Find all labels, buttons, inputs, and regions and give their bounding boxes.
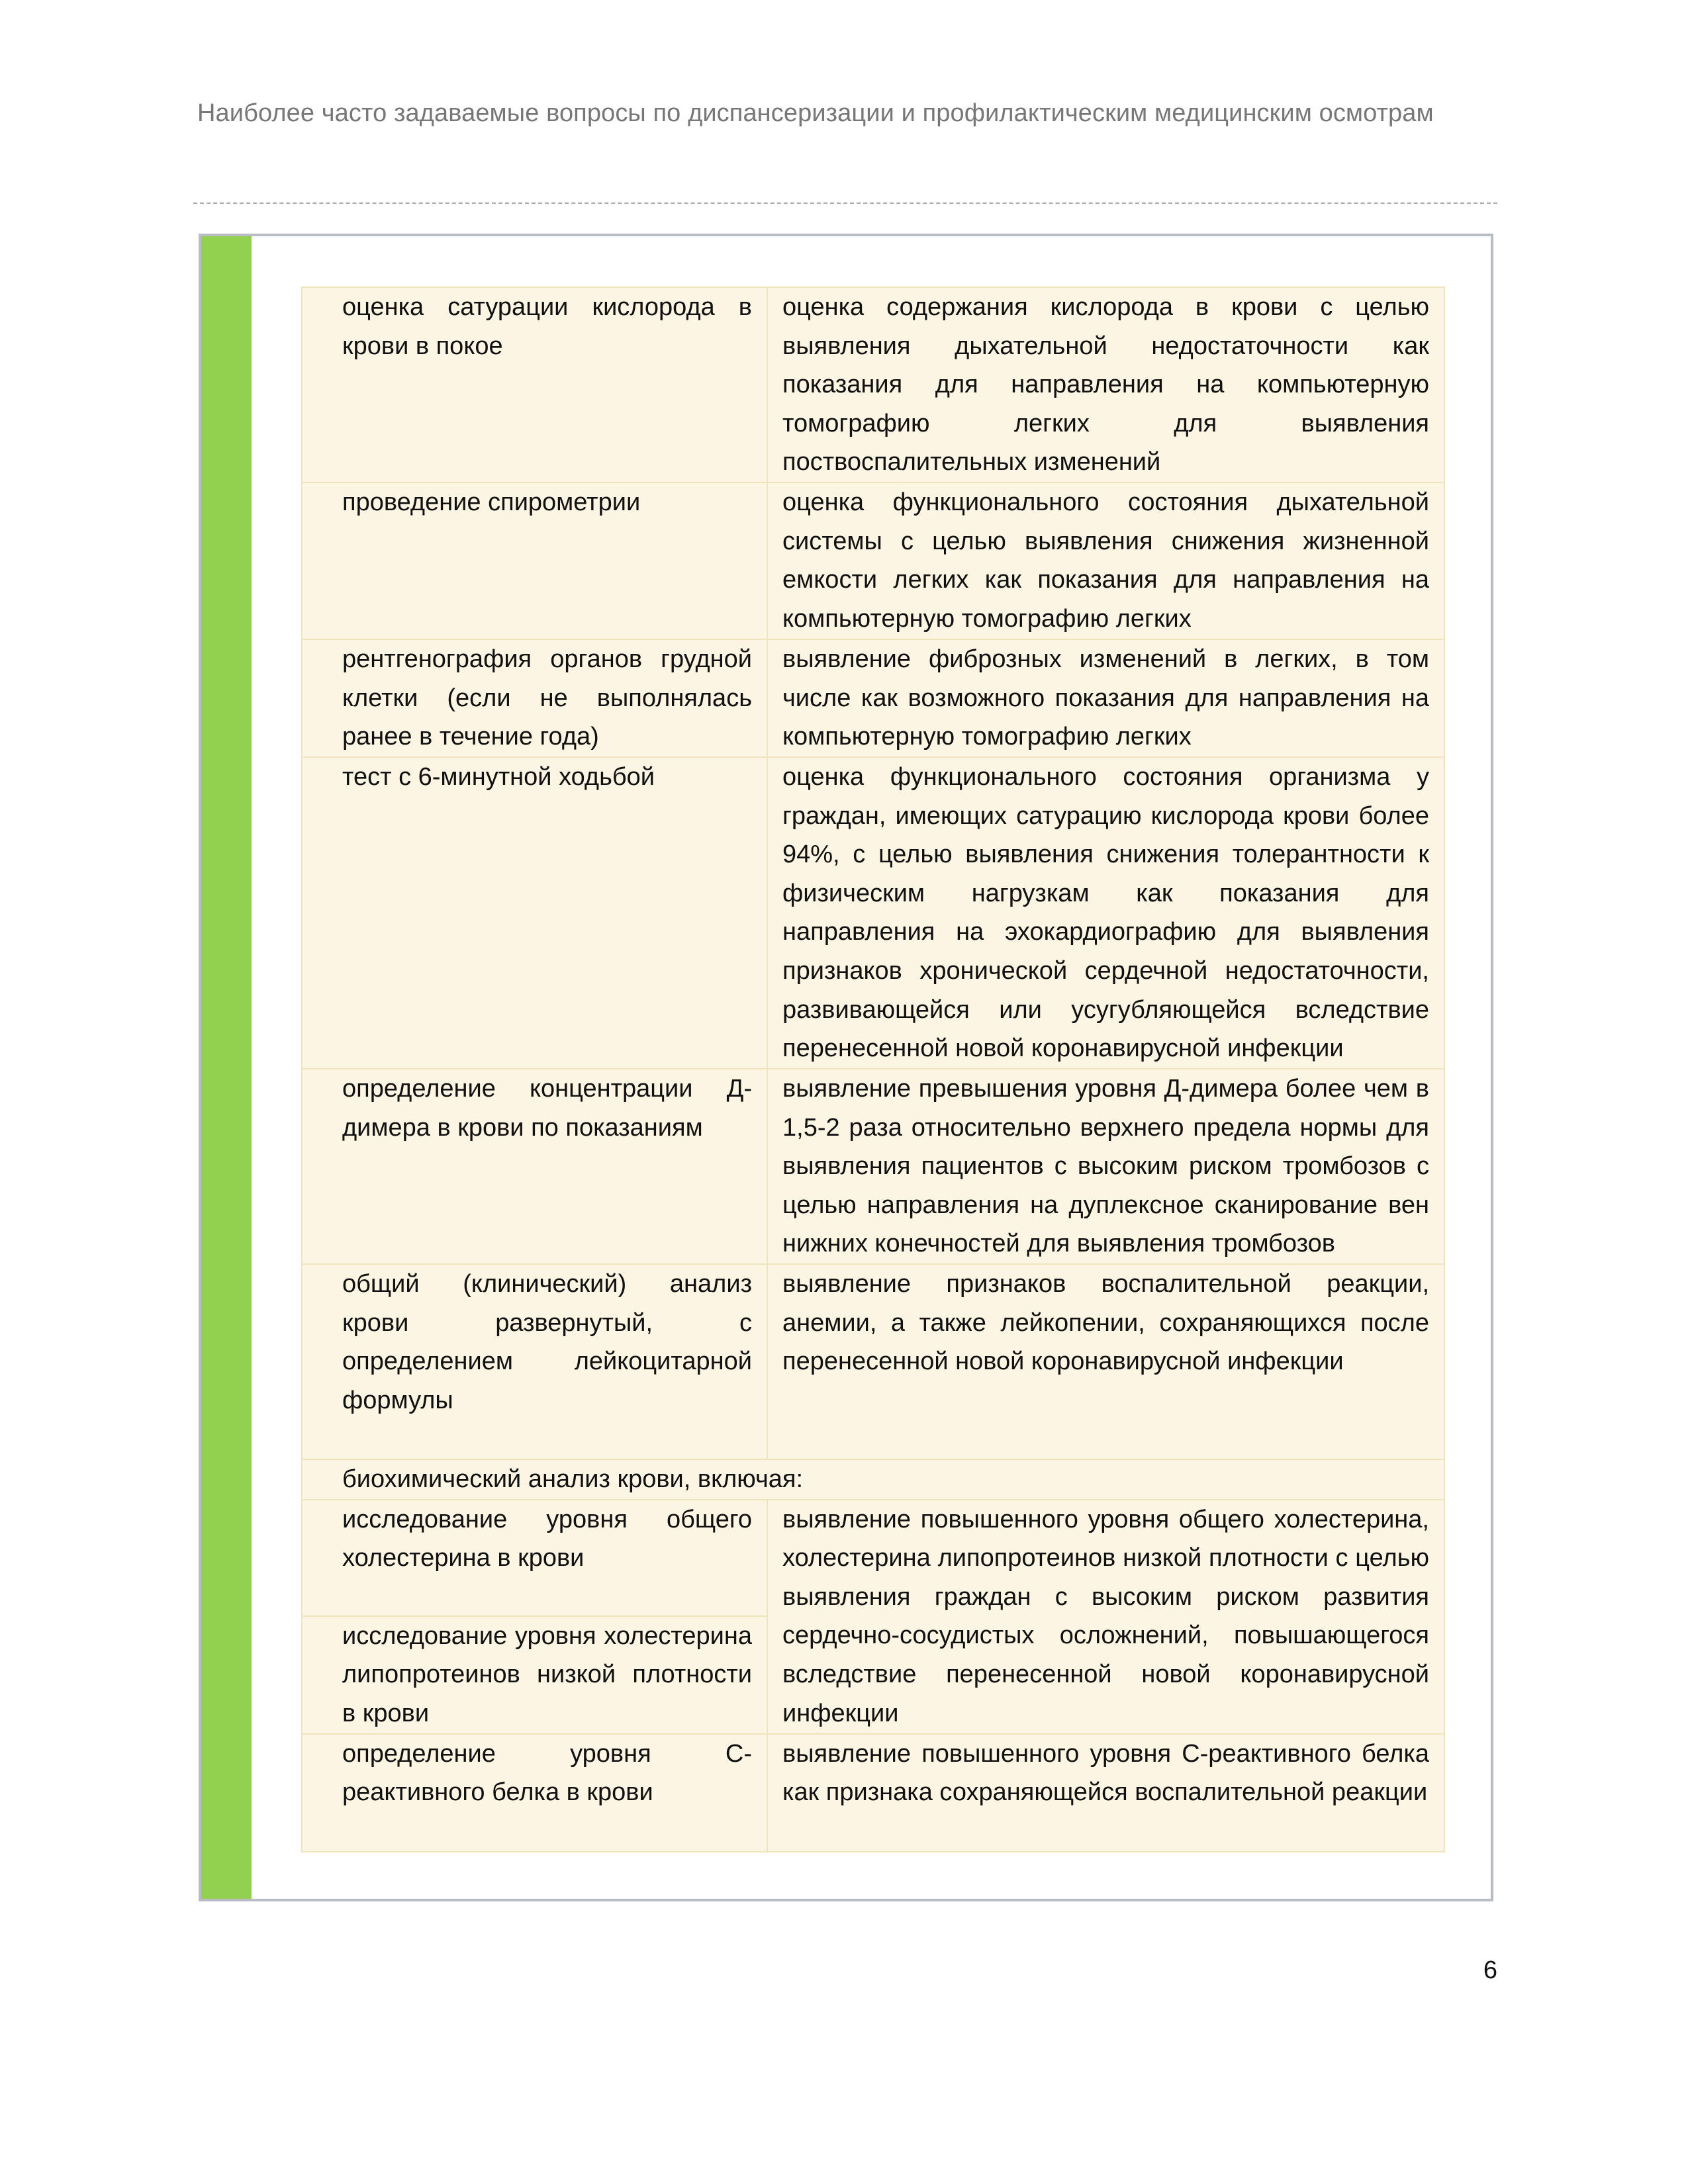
table-row — [302, 639, 1444, 757]
table-row — [302, 1500, 1444, 1616]
table-row — [302, 287, 1444, 482]
examination-table — [301, 287, 1445, 1852]
procedure-cell: тест с 6-минутной ходьбой — [302, 757, 767, 1069]
procedure-cell: исследование уровня холестерина липопротеинов низкой плотности в крови — [302, 1616, 767, 1734]
header-divider — [193, 203, 1497, 204]
procedure-cell: исследование уровня общего холестерина в крови — [302, 1500, 767, 1616]
table-row — [302, 1459, 1444, 1500]
table-row — [302, 482, 1444, 639]
content-frame — [199, 234, 1493, 1901]
purpose-cell: выявление превышения уровня Д-димера более чем в 1,5-2 раза относительно верхнего предела нормы для выявления пациентов с высоким риском тромбозов с целью направления на дуплексное сканирование вен нижних конечностей для выявления тромбозов — [767, 1069, 1444, 1264]
purpose-cell: выявление повышенного уровня С-реактивного белка как признака сохраняющейся воспалительной реакции — [767, 1734, 1444, 1852]
running-header: Наиболее часто задаваемые вопросы по диспансеризации и профилактическим медицинским осмотрам — [197, 99, 1434, 127]
procedure-cell: оценка сатурации кислорода в крови в покое — [302, 287, 767, 482]
procedure-cell: определение концентрации Д-димера в крови по показаниям — [302, 1069, 767, 1264]
table-row — [302, 1264, 1444, 1459]
purpose-cell: выявление признаков воспалительной реакции, анемии, а также лейкопении, сохраняющихся после перенесенной новой коронавирусной инфекции — [767, 1264, 1444, 1459]
procedure-cell: общий (клинический) анализ крови развернутый, с определением лейкоцитарной формулы — [302, 1264, 767, 1459]
purpose-cell: выявление повышенного уровня общего холестерина, холестерина липопротеинов низкой плотности с целью выявления граждан с высоким риском развития сердечно-сосудистых осложнений, повышающегося вследствие перенесенной новой коронавирусной инфекции — [767, 1500, 1444, 1734]
biochem-heading: биохимический анализ крови, включая: — [302, 1459, 1444, 1500]
page-number: 6 — [1483, 1956, 1497, 1984]
procedure-cell: определение уровня С-реактивного белка в крови — [302, 1734, 767, 1852]
purpose-cell: оценка содержания кислорода в крови с целью выявления дыхательной недостаточности как показания для направления на компьютерную томографию легких для выявления поствоспалительных изменений — [767, 287, 1444, 482]
table-row — [302, 1069, 1444, 1264]
purpose-cell: выявление фиброзных изменений в легких, в том числе как возможного показания для направления на компьютерную томографию легких — [767, 639, 1444, 757]
table-row — [302, 757, 1444, 1069]
accent-bar — [201, 236, 252, 1899]
purpose-cell: оценка функционального состояния дыхательной системы с целью выявления снижения жизненной емкости легких как показания для направления на компьютерную томографию легких — [767, 482, 1444, 639]
purpose-cell: оценка функционального состояния организма у граждан, имеющих сатурацию кислорода крови более 94%, с целью выявления снижения толерантности к физическим нагрузкам как показания для направления на эхокардиографию для выявления признаков хронической сердечной недостаточности, развивающейся или усугубляющейся вследствие перенесенной новой коронавирусной инфекции — [767, 757, 1444, 1069]
table-row — [302, 1734, 1444, 1852]
procedure-cell: проведение спирометрии — [302, 482, 767, 639]
procedure-cell: рентгенография органов грудной клетки (если не выполнялась ранее в течение года) — [302, 639, 767, 757]
